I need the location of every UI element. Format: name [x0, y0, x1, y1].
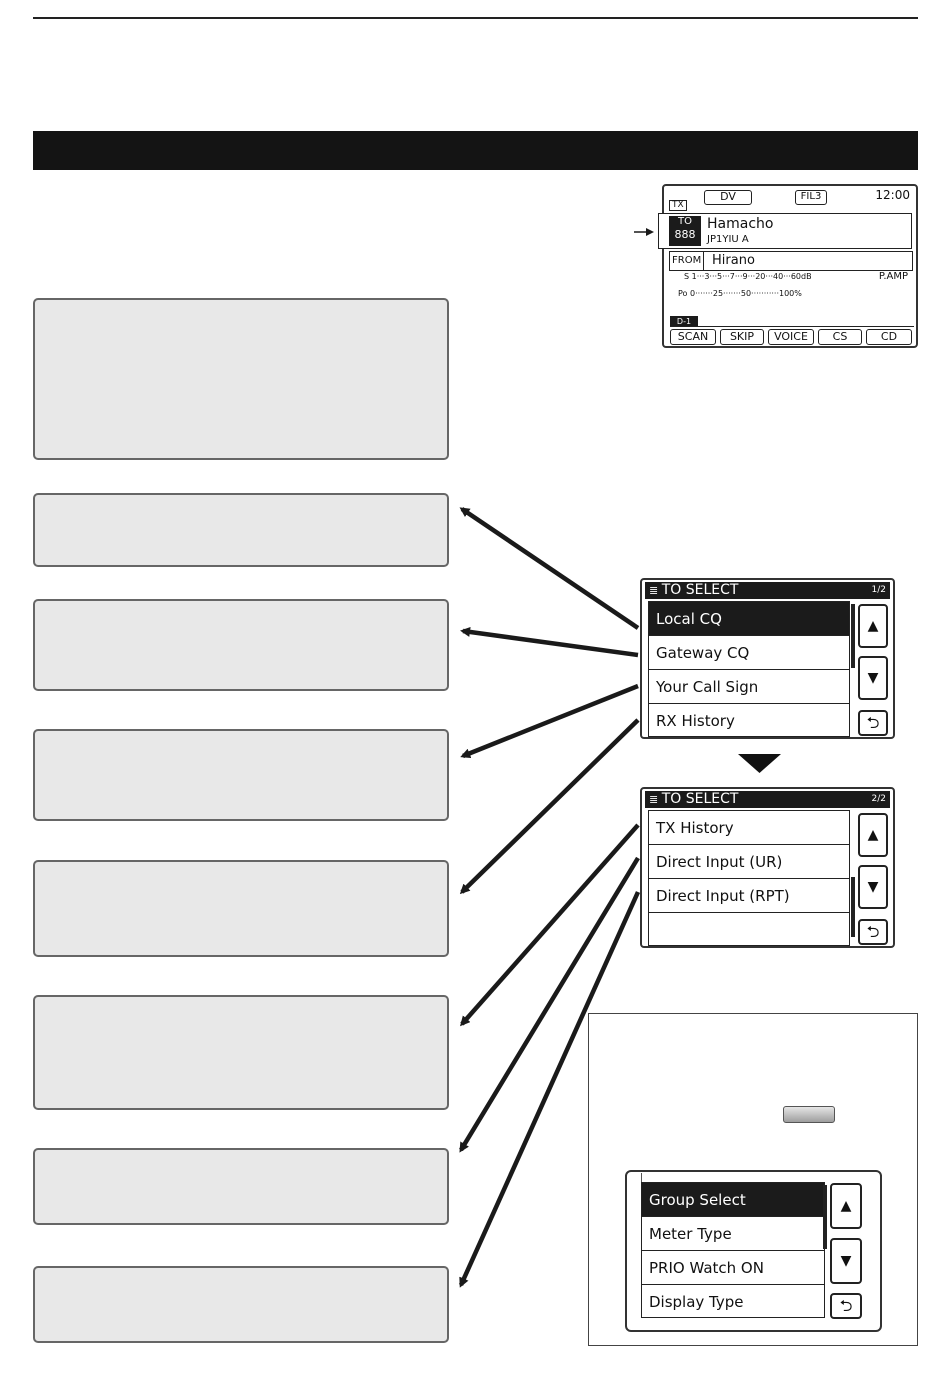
arrow-tx-history — [462, 825, 638, 1024]
scroll-down-button[interactable] — [830, 1238, 862, 1284]
to-select-title: TO SELECT — [661, 791, 739, 807]
from-name: Hirano — [712, 253, 755, 268]
to-select-list — [648, 810, 850, 946]
scrollbar[interactable] — [851, 877, 855, 937]
scroll-down-button[interactable] — [858, 656, 888, 700]
softkey-voice[interactable]: VOICE — [768, 329, 814, 345]
to-select-screen-page2 — [640, 787, 895, 948]
page-indicator: 2/2 — [871, 794, 886, 804]
scroll-down-button[interactable] — [858, 865, 888, 909]
list-item-tx-history[interactable]: TX History — [649, 811, 849, 845]
arrow-local-cq — [462, 509, 638, 628]
to-label: TO — [678, 216, 692, 227]
softkey-skip[interactable]: SKIP — [720, 329, 764, 345]
back-button[interactable] — [858, 710, 888, 736]
softkey-cs[interactable]: CS — [818, 329, 862, 345]
up-triangle-icon: ▲ — [840, 1198, 852, 1214]
softkey-scan[interactable]: SCAN — [670, 329, 716, 345]
quick-menu-screen — [625, 1170, 882, 1332]
to-select-header — [645, 582, 890, 599]
to-name: Hamacho — [707, 216, 774, 232]
s-meter-scale: S 1···3···5···7···9···20···40···60dB — [684, 272, 812, 281]
po-meter-scale: Po 0·······25·······50···········100% — [678, 289, 802, 298]
down-triangle-icon: ▼ — [840, 1253, 852, 1269]
main-display-screen — [662, 184, 918, 348]
up-triangle-icon: ▲ — [867, 827, 879, 843]
menu-item-prio-watch-on[interactable]: PRIO Watch ON — [642, 1251, 824, 1285]
down-triangle-icon: ▼ — [867, 670, 879, 686]
list-item-local-cq[interactable]: Local CQ — [649, 602, 849, 636]
softkey-cd[interactable]: CD — [866, 329, 912, 345]
tx-indicator: TX — [669, 200, 687, 211]
scrollbar[interactable] — [851, 604, 855, 668]
list-item-direct-input-ur[interactable]: Direct Input (UR) — [649, 845, 849, 879]
down-triangle-icon: ▼ — [867, 879, 879, 895]
arrow-gateway-cq — [463, 631, 638, 655]
clock: 12:00 — [875, 188, 910, 202]
list-item-empty — [649, 913, 849, 947]
list-item-rx-history[interactable]: RX History — [656, 712, 735, 730]
menu-indicator: D-1 — [670, 316, 698, 327]
down-arrow-icon — [738, 754, 781, 773]
from-label: FROM — [670, 252, 704, 270]
scroll-up-button[interactable] — [858, 604, 888, 648]
to-label-block — [669, 216, 701, 246]
return-arrow-icon: ⮌ — [866, 713, 880, 732]
info-callout-box — [588, 1013, 918, 1346]
menu-item-group-select[interactable]: Group Select — [642, 1183, 824, 1217]
back-button[interactable] — [830, 1293, 862, 1319]
quick-key-icon — [783, 1106, 835, 1123]
preamp-indicator: P.AMP — [878, 271, 908, 282]
back-button[interactable] — [858, 919, 888, 945]
scroll-up-button[interactable] — [858, 813, 888, 857]
to-select-title: TO SELECT — [661, 582, 739, 598]
from-field[interactable] — [669, 251, 913, 271]
list-item-your-call-sign[interactable]: Your Call Sign — [649, 670, 849, 704]
list-menu-icon: ≣ — [649, 793, 662, 806]
to-select-header — [645, 791, 890, 808]
scrollbar[interactable] — [823, 1185, 827, 1249]
to-select-list — [648, 601, 850, 737]
menu-item-display-type[interactable]: Display Type — [649, 1293, 744, 1311]
to-callsign: JP1YIU A — [707, 234, 749, 245]
mode-indicator: DV — [704, 190, 752, 205]
to-repeater-icon: 888 — [674, 228, 696, 241]
list-item-direct-input-rpt[interactable]: Direct Input (RPT) — [649, 879, 849, 913]
list-menu-icon: ≣ — [649, 584, 662, 597]
to-select-screen-page1 — [640, 578, 895, 739]
menu-item-meter-type[interactable]: Meter Type — [642, 1217, 824, 1251]
up-triangle-icon: ▲ — [867, 618, 879, 634]
softkey-divider — [670, 326, 914, 327]
to-field[interactable] — [658, 213, 912, 249]
return-arrow-icon: ⮌ — [866, 922, 880, 941]
scroll-up-button[interactable] — [830, 1183, 862, 1229]
page-indicator: 1/2 — [871, 585, 886, 595]
quick-menu-list — [641, 1182, 825, 1318]
list-item-gateway-cq[interactable]: Gateway CQ — [649, 636, 849, 670]
filter-indicator: FIL3 — [795, 190, 827, 205]
return-arrow-icon: ⮌ — [839, 1296, 853, 1315]
